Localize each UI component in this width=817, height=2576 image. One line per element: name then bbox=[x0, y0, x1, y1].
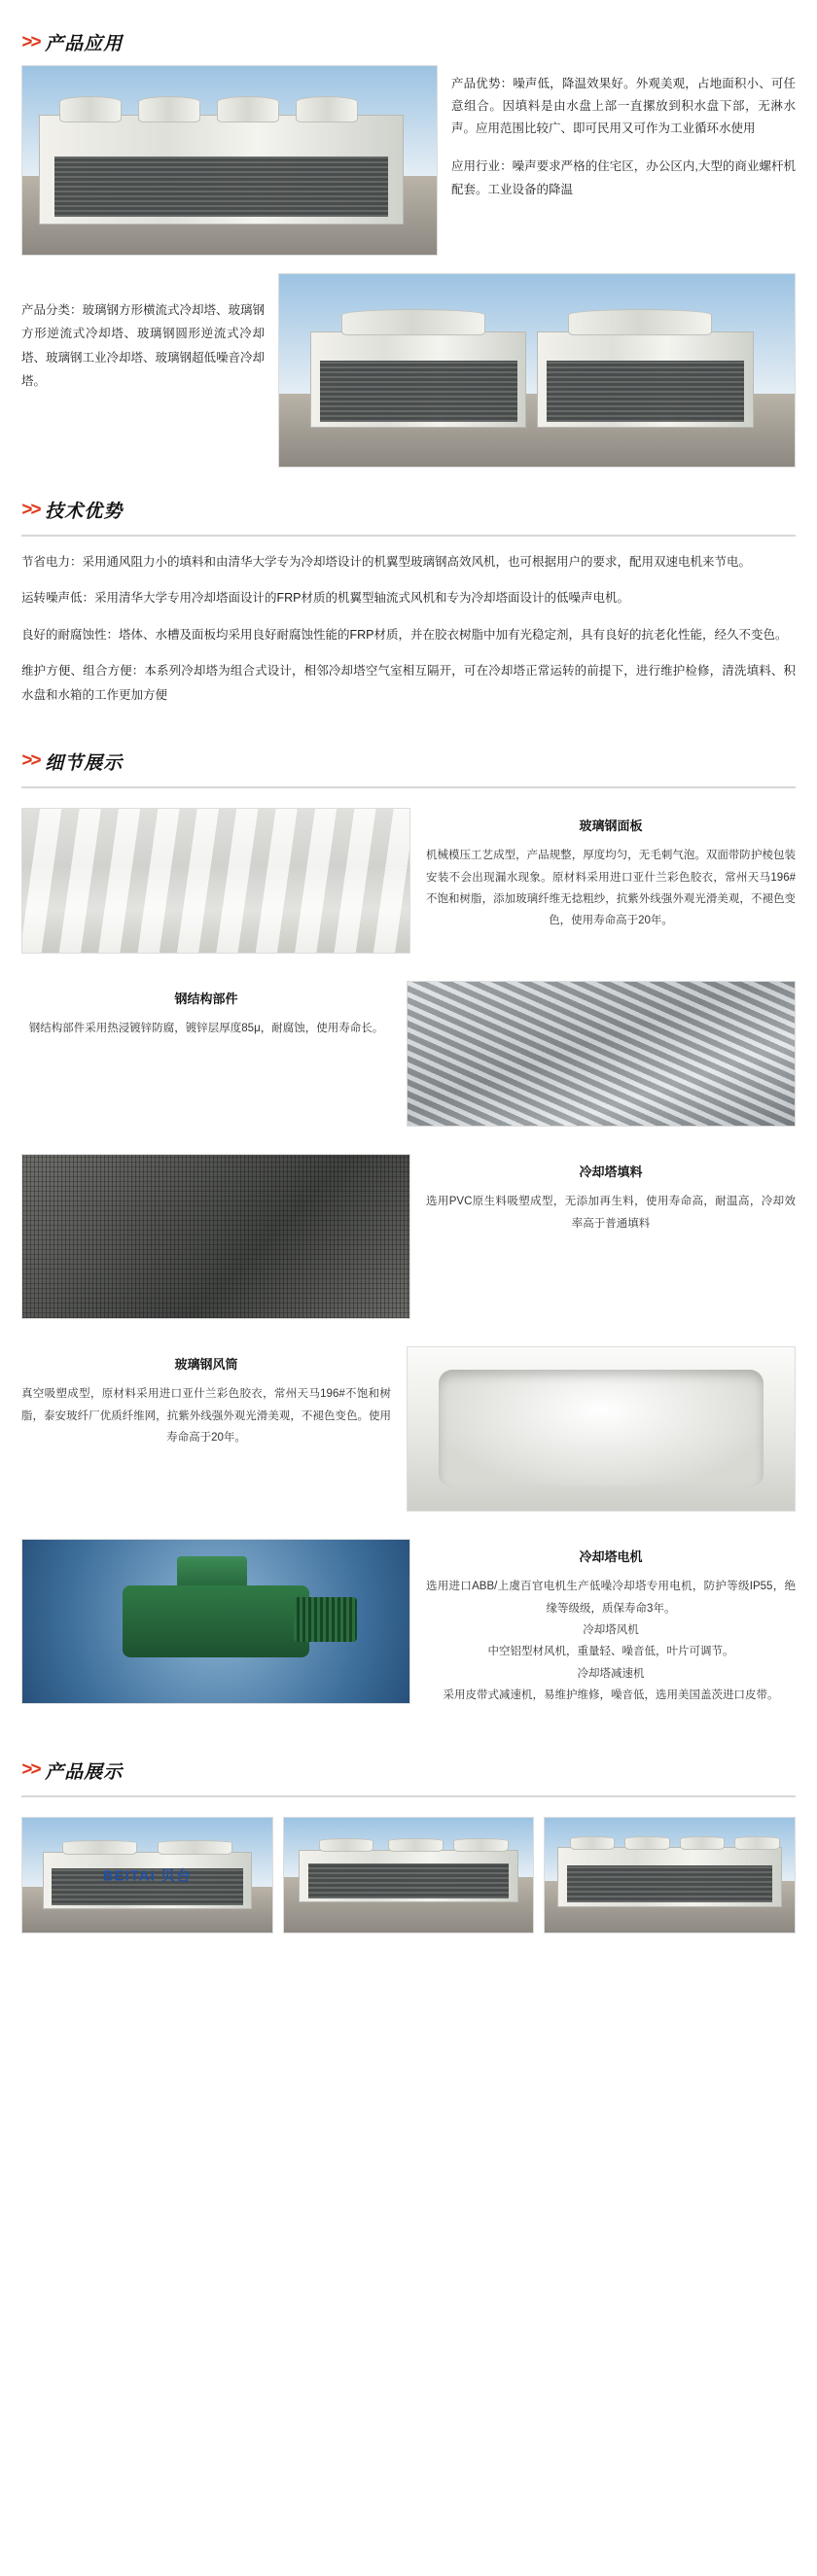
detail-text bbox=[21, 981, 391, 1040]
section-divider bbox=[21, 786, 796, 788]
section-title-showcase: 产品展示 bbox=[45, 1761, 124, 1783]
detail-text bbox=[426, 1539, 796, 1707]
detail-text bbox=[426, 808, 796, 932]
section-header-detail bbox=[0, 719, 817, 784]
chevron-right-icon: >> bbox=[21, 499, 40, 520]
galvanized-steel-parts-photo bbox=[407, 981, 796, 1127]
watermark-text: BEITAI 贝台 bbox=[102, 1867, 192, 1885]
frp-panel-photo bbox=[21, 808, 410, 954]
application-text bbox=[451, 65, 796, 217]
showcase-photo-1[interactable] bbox=[21, 1817, 273, 1933]
section-title-technology: 技术优势 bbox=[45, 502, 124, 522]
detail-title: 冷却塔填料 bbox=[579, 1164, 643, 1179]
detail-block bbox=[0, 1533, 817, 1707]
section-header-application bbox=[0, 0, 817, 65]
tech-item: 节省电力：采用通风阻力小的填料和由清华大学专为冷却塔设计的机翼型玻璃钢高效风机，也可根据用户的要求，配用双速电机来节电。 bbox=[21, 555, 752, 569]
application-row bbox=[0, 65, 817, 256]
section-header-showcase bbox=[0, 1728, 817, 1793]
chevron-right-icon: >> bbox=[21, 750, 40, 772]
detail-text bbox=[426, 1154, 796, 1235]
showcase-gallery bbox=[0, 1811, 817, 1933]
detail-body: 机械模压工艺成型，产品规整，厚度均匀，无毛刺气泡。双面带防护棱包装安装不会出现漏水现象。原材料采用进口亚什兰彩色胶衣，常州天马196#不饱和树脂，添加玻璃纤维无捻粗纱，抗紫外线强外观光滑美观，不褪色变色，使用寿命高于20年。 bbox=[426, 850, 796, 927]
chevron-right-icon: >> bbox=[21, 31, 40, 52]
product-classification-text: 产品分类：玻璃钢方形横流式冷却塔、玻璃钢方形逆流式冷却塔、玻璃钢圆形逆流式冷却塔、玻璃钢工业冷却塔、玻璃钢超低噪音冷却塔。 bbox=[21, 303, 266, 389]
cooling-tower-motor-photo bbox=[21, 1539, 410, 1704]
tech-item: 维护方便、组合方便：本系列冷却塔为组合式设计，相邻冷却塔空气室相互隔开，可在冷却塔正常运转的前提下，进行维护检修，清洗填料、积水盘和水箱的工作更加方便 bbox=[21, 664, 796, 702]
section-divider bbox=[21, 1795, 796, 1797]
detail-block bbox=[0, 975, 817, 1127]
application-industry-text: 应用行业：噪声要求严格的住宅区，办公区内,大型的商业螺杆机配套。工业设备的降温 bbox=[451, 159, 796, 196]
product-advantage-text: 产品优势：噪声低，降温效果好。外观美观，占地面积小、可任意组合。因填料是由水盘上部一直摞放到积水盘下部，无淋水声。应用范围比较广、即可民用又可作为工业循环水使用 bbox=[451, 77, 796, 136]
chevron-right-icon: >> bbox=[21, 1759, 40, 1781]
classification-row bbox=[0, 256, 817, 468]
detail-block bbox=[0, 1148, 817, 1319]
detail-title: 玻璃钢风筒 bbox=[174, 1356, 238, 1372]
tech-item: 运转噪声低：采用清华大学专用冷却塔面设计的FRP材质的机翼型轴流式风机和专为冷却塔面设计的低噪声电机。 bbox=[21, 591, 630, 606]
section-title-application: 产品应用 bbox=[45, 34, 124, 54]
showcase-photo-2[interactable] bbox=[283, 1817, 535, 1933]
section-divider bbox=[21, 535, 796, 537]
showcase-photo-3[interactable] bbox=[544, 1817, 796, 1933]
detail-title: 冷却塔电机 bbox=[579, 1549, 643, 1564]
detail-body: 真空吸塑成型，原材料采用进口亚什兰彩色胶衣，常州天马196#不饱和树脂，泰安玻纤厂优质纤维网，抗紫外线强外观光滑美观，不褪色变色。使用寿命高于20年。 bbox=[21, 1388, 391, 1445]
square-cooling-tower-photo bbox=[278, 273, 796, 468]
detail-text bbox=[21, 1346, 391, 1449]
cooling-tower-fill-photo bbox=[21, 1154, 410, 1319]
section-title-detail: 细节展示 bbox=[45, 752, 124, 774]
frp-fan-cylinder-photo bbox=[407, 1346, 796, 1512]
detail-title: 钢结构部件 bbox=[174, 991, 238, 1006]
detail-block bbox=[0, 802, 817, 954]
section-header-technology bbox=[0, 468, 817, 533]
cooling-tower-array-photo bbox=[21, 65, 438, 256]
detail-title: 玻璃钢面板 bbox=[579, 818, 643, 833]
technology-list bbox=[0, 550, 817, 707]
detail-body: 钢结构部件采用热浸镀锌防腐，镀锌层厚度85μ，耐腐蚀，使用寿命长。 bbox=[28, 1023, 384, 1035]
detail-block bbox=[0, 1340, 817, 1512]
detail-body: 选用进口ABB/上虞百官电机生产低噪冷却塔专用电机，防护等级IP55，绝缘等级级，质保寿命3年。 冷却塔风机 中空铝型材风机，重量轻、噪音低，叶片可调节。 冷却塔减速机 采用皮带式减速机，易维护维修，噪音低，选用美国盖茨进口皮带。 bbox=[426, 1581, 796, 1702]
tech-item: 良好的耐腐蚀性：塔体、水槽及面板均采用良好耐腐蚀性能的FRP材质，并在胶衣树脂中加有光稳定剂，具有良好的抗老化性能，经久不变色。 bbox=[21, 627, 788, 642]
detail-body: 选用PVC原生料吸塑成型，无添加再生料，使用寿命高，耐温高，冷却效率高于普通填料 bbox=[426, 1196, 796, 1230]
